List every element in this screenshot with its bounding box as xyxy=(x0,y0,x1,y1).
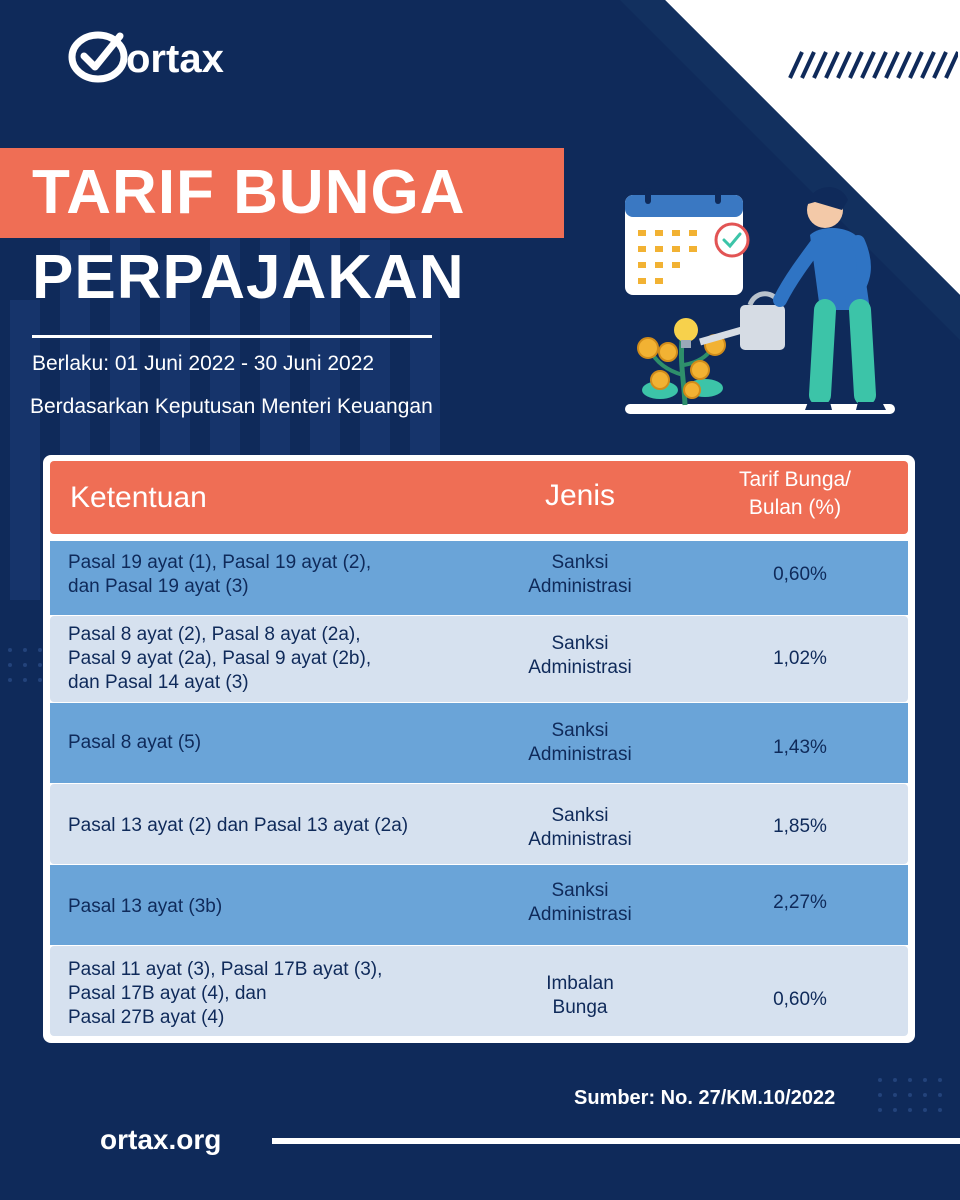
cell-ketentuan-line: Pasal 9 ayat (2a), Pasal 9 ayat (2b), xyxy=(68,648,372,669)
header-tarif-line-2: Bulan (%) xyxy=(748,496,842,519)
table-row xyxy=(50,784,908,864)
cell-jenis-line: Imbalan xyxy=(546,973,614,994)
cell-ketentuan xyxy=(68,958,508,1030)
cell-ketentuan xyxy=(68,551,508,599)
cell-jenis xyxy=(490,879,670,927)
cell-tarif: 1,43% xyxy=(773,737,827,758)
cell-ketentuan xyxy=(68,731,508,755)
cell-jenis xyxy=(490,632,670,680)
title-divider xyxy=(32,335,432,338)
table-row xyxy=(50,865,908,945)
table-row xyxy=(50,703,908,783)
cell-ketentuan xyxy=(68,623,508,695)
cell-jenis xyxy=(490,972,670,1020)
cell-jenis-line: Administrasi xyxy=(528,744,632,765)
cell-jenis-line: Sanksi xyxy=(551,880,609,901)
cell-jenis-line: Sanksi xyxy=(551,720,609,741)
man-watering-money-plant-with-calendar-icon xyxy=(620,180,900,420)
table-row xyxy=(50,616,908,702)
cell-ketentuan-line: Pasal 11 ayat (3), Pasal 17B ayat (3), xyxy=(68,959,383,980)
cell-ketentuan-line: dan Pasal 14 ayat (3) xyxy=(68,672,249,693)
header-tarif xyxy=(700,466,890,522)
cell-jenis-line: Sanksi xyxy=(551,633,609,654)
cell-jenis-line: Administrasi xyxy=(528,657,632,678)
cell-jenis xyxy=(490,551,670,599)
header-ketentuan: Ketentuan xyxy=(70,481,207,514)
header-jenis: Jenis xyxy=(544,479,616,512)
logo-text: ortax xyxy=(126,37,224,81)
cell-tarif: 2,27% xyxy=(773,892,827,913)
cell-jenis-line: Administrasi xyxy=(528,904,632,925)
cell-jenis-line: Sanksi xyxy=(551,552,609,573)
cell-ketentuan-line: Pasal 13 ayat (2) dan Pasal 13 ayat (2a) xyxy=(68,815,409,836)
table-row xyxy=(50,946,908,1036)
cell-jenis-line: Sanksi xyxy=(551,805,609,826)
cell-ketentuan-line: Pasal 27B ayat (4) xyxy=(68,1007,225,1028)
cell-ketentuan-line: Pasal 13 ayat (3b) xyxy=(68,896,223,917)
validity-period: Berlaku: 01 Juni 2022 - 30 Juni 2022 xyxy=(32,352,375,375)
cell-tarif: 1,85% xyxy=(773,816,827,837)
cell-ketentuan-line: Pasal 17B ayat (4), dan xyxy=(68,983,267,1004)
cell-ketentuan-line: Pasal 8 ayat (2), Pasal 8 ayat (2a), xyxy=(68,624,361,645)
legal-basis: Berdasarkan Keputusan Menteri Keuangan xyxy=(30,395,433,418)
cell-ketentuan-line: Pasal 8 ayat (5) xyxy=(68,732,202,753)
footer-divider xyxy=(272,1138,960,1144)
ortax-logo xyxy=(68,22,248,92)
cell-jenis xyxy=(490,804,670,852)
header-tarif-line-1: Tarif Bunga/ xyxy=(738,468,852,491)
cell-ketentuan-line: dan Pasal 19 ayat (3) xyxy=(68,576,249,597)
decorative-stripes xyxy=(786,50,958,80)
cell-jenis-line: Administrasi xyxy=(528,576,632,597)
site-link[interactable]: ortax.org xyxy=(100,1124,222,1155)
cell-tarif: 1,02% xyxy=(773,648,827,669)
cell-ketentuan xyxy=(68,895,508,919)
cell-jenis-line: Administrasi xyxy=(528,829,632,850)
cell-tarif: 0,60% xyxy=(773,989,827,1010)
source-citation: Sumber: No. 27/KM.10/2022 xyxy=(574,1087,836,1109)
cell-jenis xyxy=(490,719,670,767)
cell-ketentuan xyxy=(68,814,508,838)
cell-jenis-line: Bunga xyxy=(552,997,608,1018)
cell-tarif: 0,60% xyxy=(773,564,827,585)
table-row xyxy=(50,541,908,615)
cell-ketentuan-line: Pasal 19 ayat (1), Pasal 19 ayat (2), xyxy=(68,552,372,573)
title-line-1: TARIF BUNGA xyxy=(32,158,466,227)
title-line-2: PERPAJAKAN xyxy=(32,243,465,312)
